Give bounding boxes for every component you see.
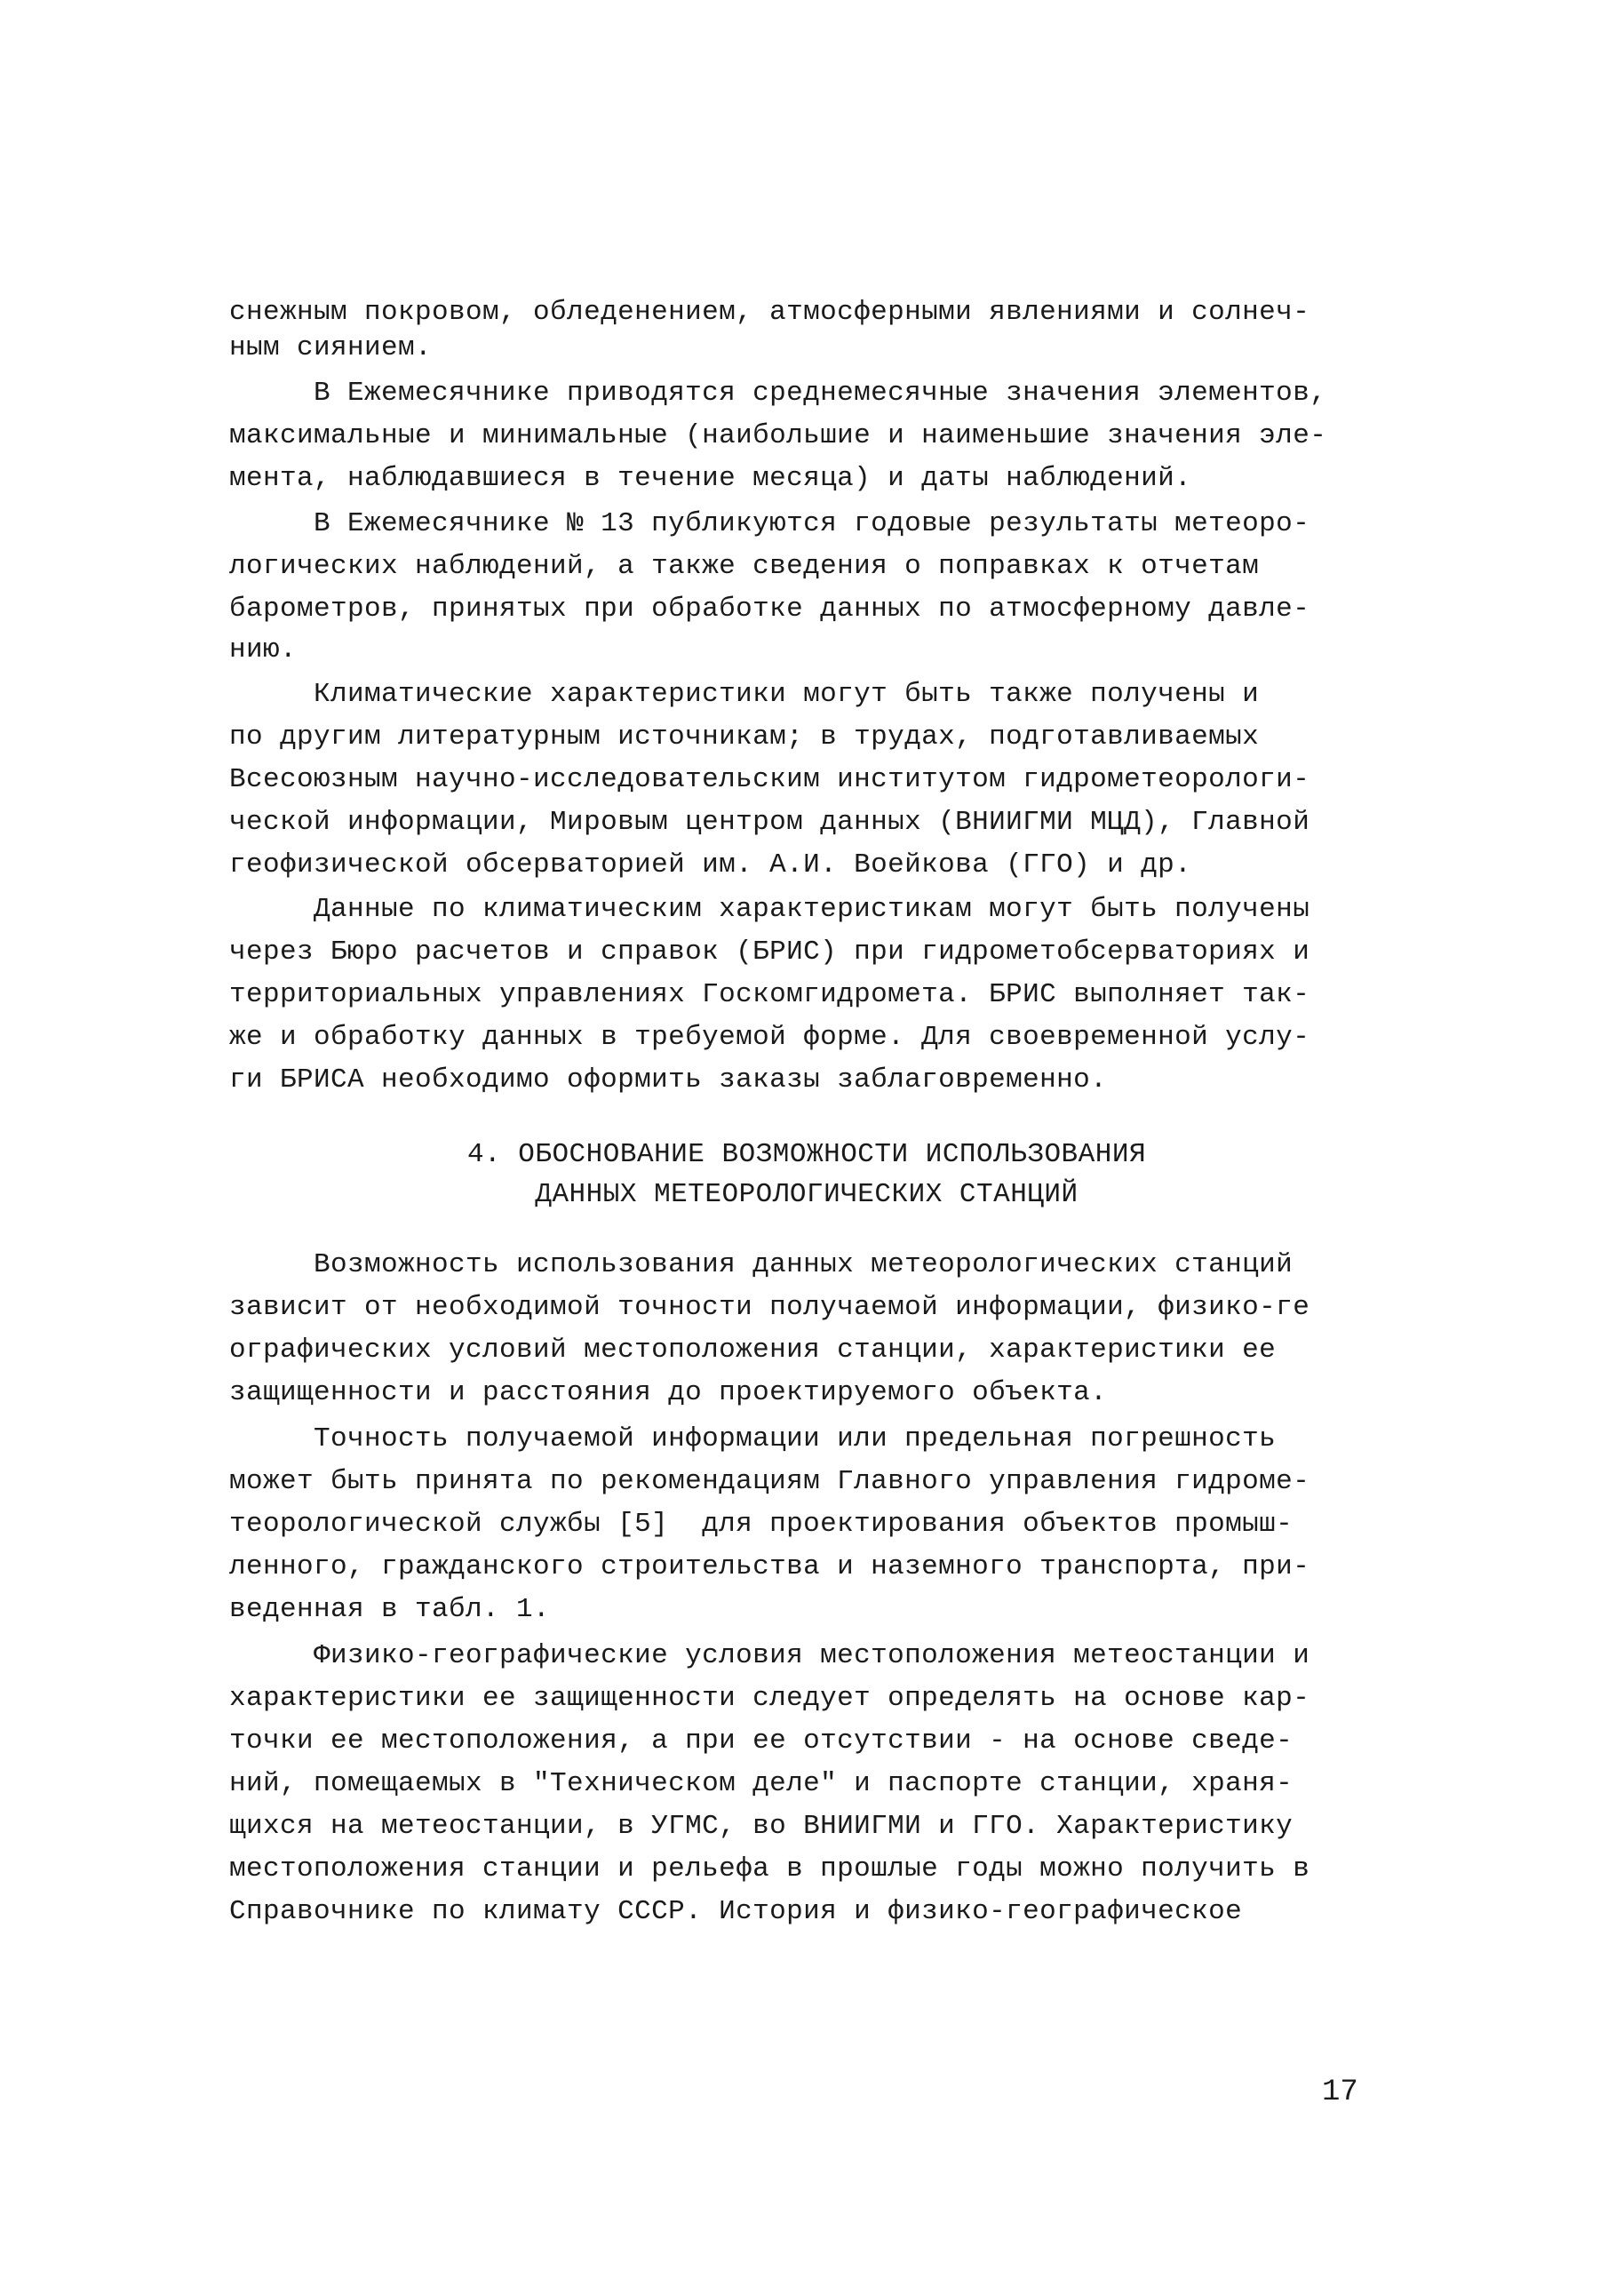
text-line: Точность получаемой информации или предельная погрешность	[229, 1423, 1277, 1454]
text-line: ным сиянием.	[229, 332, 433, 363]
text-line: Данные по климатическим характеристикам могут быть получены	[229, 894, 1310, 925]
text-line: же и обработку данных в требуемой форме. Для своевременной услу-	[229, 1022, 1310, 1053]
text-line: В Ежемесячнике № 13 публикуются годовые результаты метеоро-	[229, 508, 1310, 539]
text-line: через Бюро расчетов и справок (БРИС) при гидрометобсерваториях и	[229, 936, 1310, 968]
text-line: теорологической службы [5] для проектирования объектов промыш-	[229, 1509, 1294, 1540]
text-line: щихся на метеостанции, в УГМС, во ВНИИГМИ и ГГО. Характеристику	[229, 1811, 1294, 1842]
text-line: логических наблюдений, а также сведения о поправках к отчетам	[229, 551, 1260, 582]
text-line: может быть принята по рекомендациям Главного управления гидроме-	[229, 1466, 1310, 1497]
text-line: Справочнике по климату СССР. История и физико-географическое	[229, 1896, 1243, 1927]
text-line: местоположения станции и рельефа в прошлые годы можно получить в	[229, 1853, 1310, 1885]
text-line: зависит от необходимой точности получаемой информации, физико-ге	[229, 1292, 1310, 1323]
text-line: барометров, принятых при обработке данных по атмосферному давле-	[229, 594, 1310, 625]
text-line: ги БРИСА необходимо оформить заказы заблаговременно.	[229, 1064, 1108, 1096]
text-line: геофизической обсерваторией им. А.И. Воейкова (ГГО) и др.	[229, 849, 1192, 881]
text-line: Климатические характеристики могут быть также получены и	[229, 679, 1260, 710]
section-heading-line: 4. ОБОСНОВАНИЕ ВОЗМОЖНОСТИ ИСПОЛЬЗОВАНИЯ	[466, 1139, 1147, 1170]
text-line: снежным покровом, обледенением, атмосферными явлениями и солнеч-	[229, 297, 1310, 328]
text-line: ографических условий местоположения станции, характеристики ее	[229, 1335, 1277, 1366]
text-line: Физико-географические условия местоположения метеостанции и	[229, 1640, 1310, 1671]
text-line: В Ежемесячнике приводятся среднемесячные значения элементов,	[229, 378, 1327, 409]
text-line: ний, помещаемых в "Техническом деле" и паспорте станции, храня-	[229, 1768, 1294, 1799]
text-line: по другим литературным источникам; в трудах, подготавливаемых	[229, 721, 1260, 753]
text-line: характеристики ее защищенности следует определять на основе кар-	[229, 1683, 1310, 1714]
text-line: веденная в табл. 1.	[229, 1594, 551, 1625]
text-line: ленного, гражданского строительства и наземного транспорта, при-	[229, 1551, 1310, 1582]
text-line: максимальные и минимальные (наибольшие и наименьшие значения эле-	[229, 420, 1327, 451]
text-line: Всесоюзным научно-исследовательским институтом гидрометеорологи-	[229, 764, 1310, 795]
text-line: защищенности и расстояния до проектируемого объекта.	[229, 1377, 1108, 1408]
text-line: ческой информации, Мировым центром данных (ВНИИГМИ МЦД), Главной	[229, 807, 1310, 838]
text-line: мента, наблюдавшиеся в течение месяца) и даты наблюдений.	[229, 463, 1192, 494]
section-heading-line: ДАННЫХ МЕТЕОРОЛОГИЧЕСКИХ СТАНЦИЙ	[535, 1179, 1079, 1210]
page-number: 17	[1322, 2076, 1358, 2109]
text-line: точки ее местоположения, а при ее отсутствии - на основе сведе-	[229, 1725, 1294, 1757]
text-line: территориальных управлениях Госкомгидромета. БРИС выполняет так-	[229, 979, 1310, 1010]
text-line: Возможность использования данных метеорологических станций	[229, 1249, 1294, 1280]
text-line: нию.	[229, 634, 298, 665]
